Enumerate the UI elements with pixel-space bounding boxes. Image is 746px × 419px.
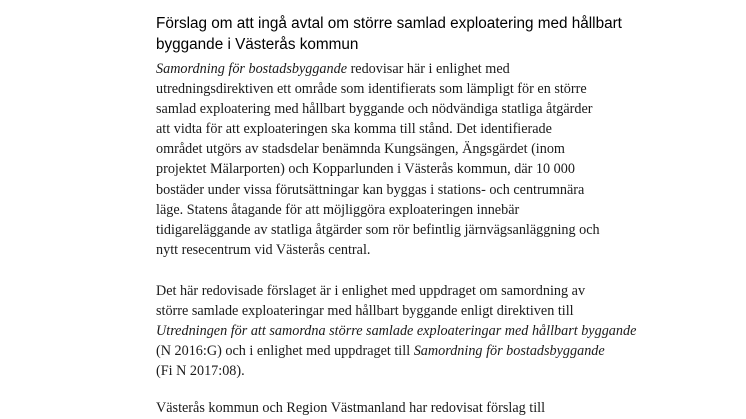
paragraph-line: utredningsdirektiven ett område som identifierats som lämpligt för en större xyxy=(156,81,587,98)
paragraph-line: (Fi N 2017:08). xyxy=(156,363,245,380)
paragraph-1 xyxy=(156,59,626,260)
paragraph-line: Det här redovisade förslaget är i enlighet med uppdraget om samordning av xyxy=(156,283,586,299)
paragraph-line xyxy=(156,341,626,361)
paragraph-line: läge. Statens åtagande för att möjliggöra exploateringen innebär xyxy=(156,201,520,218)
paragraph-line: att vidta för att exploateringen ska komma till stånd. Det identifierade xyxy=(156,121,552,138)
paragraph-3 xyxy=(156,398,626,418)
italic-reference: Utredningen för att samordna större samlade exploateringar med hållbart byggande xyxy=(156,323,637,340)
paragraph-line xyxy=(156,59,626,79)
document-heading xyxy=(156,13,626,55)
paragraph-line: Västerås kommun och Region Västmanland har redovisat förslag till xyxy=(156,400,546,416)
line-start-text: (N 2016:G) och i enlighet med uppdraget till xyxy=(156,343,414,360)
paragraph-line: bostäder under vissa förutsättningar kan byggas i stations- och centrumnära xyxy=(156,181,585,198)
paragraph-line: tidigareläggande av statliga åtgärder som rör befintlig järnvägsanläggning och xyxy=(156,221,600,238)
italic-reference: Samordning för bostadsbyggande xyxy=(413,343,605,360)
paragraph-line: området utgörs av stadsdelar benämnda Kungsängen, Ängsgärdet (inom xyxy=(156,141,565,158)
heading-line: byggande i Västerås kommun xyxy=(156,36,359,53)
paragraph-line: samlad exploatering med hållbart byggande och nödvändiga statliga åtgärder xyxy=(156,101,593,118)
heading-line: Förslag om att ingå avtal om större samlad exploatering med hållbart xyxy=(156,15,622,32)
intro-rest-text: redovisar här i enlighet med xyxy=(347,61,510,77)
paragraph-line: projektet Mälarporten) och Kopparlunden i Västerås kommun, där 10 000 xyxy=(156,161,575,178)
italic-reference: Samordning för bostadsbyggande xyxy=(156,61,348,77)
paragraph-line: nytt resecentrum vid Västerås central. xyxy=(156,241,371,258)
paragraph-2 xyxy=(156,281,637,381)
paragraph-line: större samlade exploateringar med hållbart byggande enligt direktiven till xyxy=(156,303,574,320)
